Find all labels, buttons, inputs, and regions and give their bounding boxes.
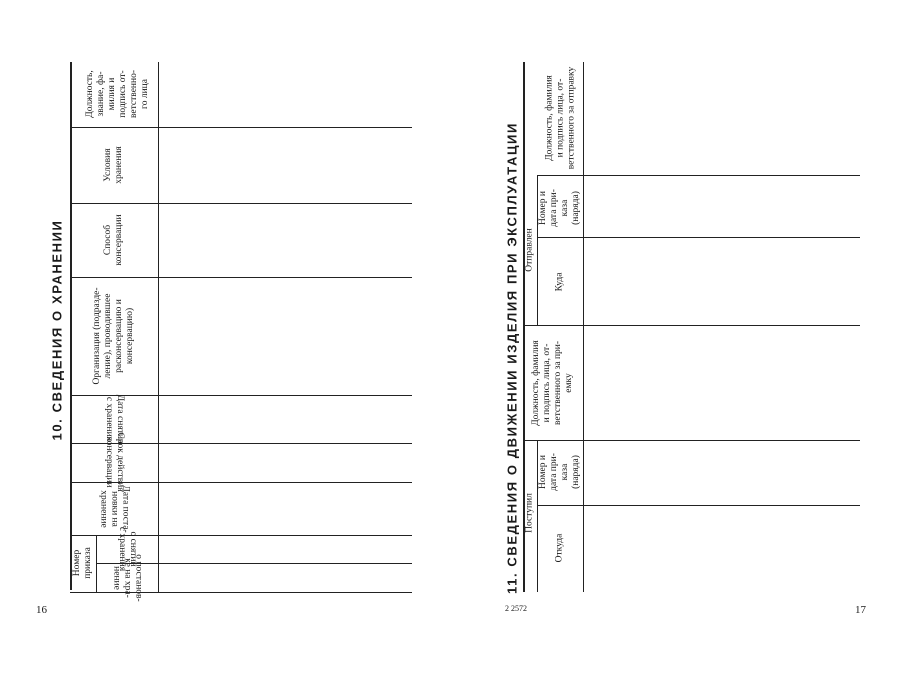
right-page-number: 17 bbox=[855, 604, 866, 616]
right-sep-2 bbox=[537, 237, 860, 238]
left-order-subdivider bbox=[96, 535, 97, 593]
right-col-order-num-sent: Номер и дата при- каза (наряда) bbox=[538, 189, 581, 227]
left-col-order-group: Номер приказа bbox=[72, 547, 93, 579]
right-sep-5 bbox=[537, 505, 860, 506]
left-sep-3 bbox=[70, 277, 412, 278]
left-col-method: Способ консервации bbox=[103, 214, 124, 266]
right-col-responsible-received: Должность, фамилия и подпись лица, от- ветственного за при- емку bbox=[531, 340, 574, 426]
left-table-left-border bbox=[70, 62, 72, 590]
right-sep-3 bbox=[523, 325, 860, 326]
left-col-order-removal: о снятии с хранения bbox=[117, 526, 138, 572]
left-col-organization: Организация (подразде- ление), проводившее расконсервацию и консервацию) bbox=[92, 287, 135, 385]
left-col-date-removed: Дата снятия с хранения bbox=[104, 394, 125, 444]
right-col-order-num-received: Номер и дата при- каза (наряда) bbox=[538, 453, 581, 491]
left-col-date-placed: Дата поста- новки на хранение bbox=[98, 485, 131, 533]
right-footer-mark: 2 2572 bbox=[505, 604, 527, 613]
left-col-responsible: Должность, звание, фа- милия и подпись от- ветственно- го лица bbox=[85, 69, 150, 119]
left-sep-1 bbox=[70, 127, 412, 128]
right-section-title: 11. СВЕДЕНИЯ О ДВИЖЕНИИ ИЗДЕЛИЯ ПРИ ЭКСПЛУАТАЦИИ bbox=[504, 122, 520, 594]
left-col-conservation-term: Срок действия консервации bbox=[104, 432, 125, 492]
right-col-to-where: Куда bbox=[554, 272, 565, 292]
left-section-title: 10. СВЕДЕНИЯ О ХРАНЕНИИ bbox=[49, 219, 65, 441]
left-sep-2 bbox=[70, 203, 412, 204]
right-sep-1 bbox=[537, 175, 860, 176]
left-col-conditions: Условия хранения bbox=[103, 146, 124, 184]
right-header-divider bbox=[583, 62, 584, 592]
left-page-number: 16 bbox=[36, 604, 47, 616]
right-col-from-where: Откуда bbox=[554, 533, 565, 563]
right-col-sent-group: Отправлен bbox=[524, 228, 535, 272]
left-sep-8 bbox=[96, 563, 412, 564]
right-col-responsible-sent: Должность, фамилия и подпись лица, от- ветственного за отправку bbox=[544, 66, 577, 170]
left-col-order-on-storage: о постанов- ке на хра- нение bbox=[111, 554, 144, 602]
left-header-divider bbox=[158, 62, 159, 592]
right-col-received-group: Поступил bbox=[524, 493, 535, 533]
right-sep-4 bbox=[523, 440, 860, 441]
